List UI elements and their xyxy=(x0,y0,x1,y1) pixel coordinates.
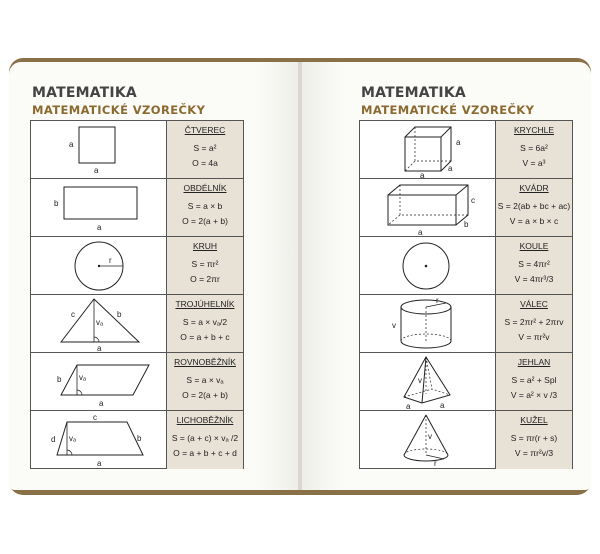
parallelogram-info xyxy=(167,353,243,410)
area-formula: S = a × vₐ xyxy=(186,375,224,385)
sphere-diagram xyxy=(360,237,496,295)
area-formula: S = πr² xyxy=(191,259,219,269)
triangle-figure xyxy=(31,295,167,352)
cylinder-label-height: v xyxy=(392,321,396,330)
table-row-circle xyxy=(31,237,243,295)
volume-formula: V = a³ xyxy=(522,158,546,168)
cylinder-diagram xyxy=(360,295,496,353)
area-formula: S = (a + c) × vₐ /2 xyxy=(171,433,239,443)
pyramid-label-height: v xyxy=(418,376,422,385)
rectangle-diagram xyxy=(31,179,167,237)
cube-label-height: a xyxy=(456,138,461,147)
surface-formula: S = 2πr² + 2πrv xyxy=(504,317,564,327)
parallelogram-label-height: vₐ xyxy=(79,373,86,382)
book-spine xyxy=(298,62,302,490)
cuboid-label-b: b xyxy=(464,220,469,229)
pyramid-diagram xyxy=(360,353,496,411)
parallelogram-label-a: a xyxy=(99,399,104,408)
square-label-side: a xyxy=(69,140,74,149)
surface-formula: S = a² + Spl xyxy=(511,375,557,385)
triangle-label-height: vₐ xyxy=(96,318,103,327)
triangle-label-c: c xyxy=(71,310,75,319)
sphere-info xyxy=(496,237,572,294)
rectangle-label-base: a xyxy=(97,223,102,232)
volume-formula: V = 4πr³/3 xyxy=(514,274,554,284)
trapezoid-label-height: vₐ xyxy=(69,434,76,443)
cube-info xyxy=(496,121,572,178)
volume-formula: V = a × b × c xyxy=(509,216,559,226)
table-row-triangle xyxy=(31,295,243,353)
triangle-label-a: a xyxy=(97,344,102,353)
square-info xyxy=(167,121,243,178)
trapezoid-label-c: c xyxy=(93,413,97,422)
right-page-subtitle: MATEMATICKÉ VZOREČKY xyxy=(361,103,535,117)
shape-name: LICHOBĚŽNÍK xyxy=(176,415,234,425)
shape-name: VÁLEC xyxy=(520,299,548,309)
surface-formula: S = πr(r + s) xyxy=(510,433,558,443)
pyramid-label-a1: a xyxy=(406,402,411,411)
surface-formula: S = 2(ab + bc + ac) xyxy=(497,201,571,211)
cuboid-diagram xyxy=(360,179,496,237)
cube-diagram xyxy=(360,121,496,179)
area-formula: S = a² xyxy=(193,143,217,153)
parallelogram-diagram xyxy=(31,353,167,411)
surface-formula: S = 4πr² xyxy=(518,259,550,269)
cone-label-radius: r xyxy=(434,459,437,468)
square-figure xyxy=(31,121,167,178)
perimeter-formula: O = a + b + c xyxy=(180,332,230,342)
shape-name: KVÁDR xyxy=(519,183,549,193)
table-row-cone xyxy=(360,411,572,469)
cylinder-label-radius: r xyxy=(436,296,439,305)
triangle-diagram xyxy=(31,295,167,353)
table-row-parallelogram xyxy=(31,353,243,411)
perimeter-formula: O = 2(a + b) xyxy=(182,216,228,226)
surface-formula: S = 6a² xyxy=(520,143,548,153)
shape-name: TROJÚHELNÍK xyxy=(175,299,235,309)
trapezoid-label-b: b xyxy=(137,434,142,443)
left-formula-table xyxy=(30,120,244,469)
shape-name: KOULE xyxy=(519,241,549,251)
cone-info xyxy=(496,411,572,469)
shape-name: ROVNOBĚŽNÍK xyxy=(174,357,236,367)
cylinder-figure xyxy=(360,295,496,352)
right-page-title: MATEMATIKA xyxy=(361,85,466,101)
left-page-title: MATEMATIKA xyxy=(32,85,137,101)
cone-label-height: v xyxy=(428,432,432,441)
perimeter-formula: O = 2πr xyxy=(190,274,220,284)
parallelogram-figure xyxy=(31,353,167,410)
trapezoid-info xyxy=(167,411,243,469)
circle-diagram xyxy=(31,237,167,295)
cube-label-depth: a xyxy=(448,164,453,173)
table-row-cylinder xyxy=(360,295,572,353)
area-formula: S = a × vₐ/2 xyxy=(182,317,228,327)
table-row-trapezoid xyxy=(31,411,243,469)
left-page-subtitle: MATEMATICKÉ VZOREČKY xyxy=(32,103,206,117)
cone-diagram xyxy=(360,411,496,469)
perimeter-formula: O = 2(a + b) xyxy=(182,390,228,400)
cuboid-label-c: c xyxy=(471,196,475,205)
circle-figure xyxy=(31,237,167,294)
circle-label-radius: r xyxy=(109,256,112,265)
shape-name: ČTVEREC xyxy=(184,125,226,135)
trapezoid-diagram xyxy=(31,411,167,469)
table-row-cuboid xyxy=(360,179,572,237)
right-formula-table xyxy=(359,120,573,469)
cube-label-base: a xyxy=(420,171,425,179)
rectangle-info xyxy=(167,179,243,236)
triangle-label-b: b xyxy=(117,310,122,319)
perimeter-formula: O = a + b + c + d xyxy=(173,448,237,458)
square-diagram xyxy=(31,121,167,179)
circle-info xyxy=(167,237,243,294)
rectangle-figure xyxy=(31,179,167,236)
triangle-info xyxy=(167,295,243,352)
cuboid-label-a: a xyxy=(418,228,423,237)
volume-formula: V = a² × v /3 xyxy=(510,390,558,400)
shape-name: OBDÉLNÍK xyxy=(183,183,227,193)
pyramid-figure xyxy=(360,353,496,410)
cuboid-info xyxy=(496,179,572,236)
volume-formula: V = πr²v xyxy=(518,332,550,342)
table-row-cube xyxy=(360,121,572,179)
cone-figure xyxy=(360,411,496,469)
trapezoid-label-a: a xyxy=(97,459,102,468)
cube-figure xyxy=(360,121,496,178)
shape-name: KRUH xyxy=(192,241,218,251)
trapezoid-figure xyxy=(31,411,167,469)
table-row-square xyxy=(31,121,243,179)
pyramid-label-a2: a xyxy=(440,401,445,410)
rectangle-label-side: b xyxy=(54,199,59,208)
table-row-pyramid xyxy=(360,353,572,411)
cuboid-figure xyxy=(360,179,496,236)
area-formula: S = a × b xyxy=(187,201,223,211)
shape-name: KUŽEL xyxy=(520,415,548,425)
sphere-figure xyxy=(360,237,496,294)
table-row-rectangle xyxy=(31,179,243,237)
table-row-sphere xyxy=(360,237,572,295)
perimeter-formula: O = 4a xyxy=(192,158,218,168)
cylinder-info xyxy=(496,295,572,352)
pyramid-info xyxy=(496,353,572,410)
volume-formula: V = πr²v/3 xyxy=(514,448,554,458)
parallelogram-label-b: b xyxy=(57,375,62,384)
square-label-base: a xyxy=(94,166,99,175)
trapezoid-label-d: d xyxy=(51,435,56,444)
shape-name: KRYCHLE xyxy=(514,125,554,135)
shape-name: JEHLAN xyxy=(517,357,551,367)
